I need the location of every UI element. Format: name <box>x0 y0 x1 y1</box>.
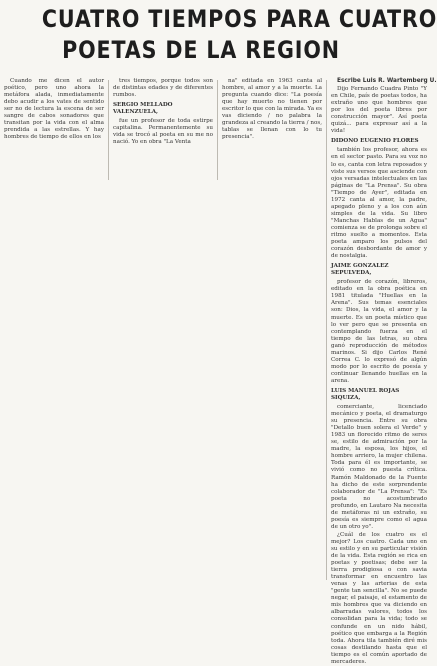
headline-line-2: POETAS DE LA REGION <box>62 36 340 64</box>
poet-name-heading: LUIS MANUEL ROJAS SIQUIZA, <box>331 387 400 402</box>
poet-name-heading: JAIME GONZALEZ SEPULVEDA, <box>331 263 389 277</box>
paragraph: na" editada en 1963 canta al hombre, al amor y a la muerte. La pregunta cuando dice: "La poesía que hay muerto no tienen por escritor lo que con la mirada. Ya es vas diciendo / no palabra la grandeza al creando la tierra / nos, tablas se llenan con lo tu presencia". <box>222 78 322 141</box>
article-column-3 <box>222 78 322 188</box>
column-divider-3 <box>326 80 327 580</box>
paragraph: también los profesor, ahora es en el sector pasto. Para su voz no lo es, canta con letra reposados y viste sus versos que asciende con ojos versadas intelectuales en las páginas de "La Prensa". Su obra "Tiempo de Ayer", editada en 1972 canta al amor, la padre, apegado pleno y a los con aún simples de la vida. Su libro "Manchas Hablas de un Agua" comienza se de prolonga sobre el ritmo suelto a momentos. Esta poeta amparo los pulsos del corazón desbordante de amor y de nostalgia. <box>331 147 427 260</box>
paragraph: comerciante, licenciado mecánico y poeta, el dramaturgo su presencia. Entre su obra "Detallo buen solera el Verde" y 1983 un florecido ritmo de seres se, estilo de admiración por la madre, la esposa, los hijos, el hombre arriero, la mujer chilena. Toda para él es importante, se vivió como no puesta crítica. Ramón Maldonado de la Fuente ha dicho de este sorprendente colaborador de "La Prensa": "Es poeta no acostumbrado profundo, en Lautaro Na necesita de metáforas ni un extraño, su poesía es siempre como el agua de un otro yo". <box>331 404 427 530</box>
article-column-1 <box>4 78 104 188</box>
paragraph: tres tiempos, porque todos son de distintas edades y de diferentes rumbos. <box>113 78 213 99</box>
poet-name-heading: DIDONO EUGENIO FLORES <box>331 138 419 145</box>
paragraph: fue un profesor de toda estirpe capitalina. Permanentemente su vida se trocó al poeta en su me no nació. Yo en obra "La Venta <box>113 118 213 146</box>
headline <box>41 4 437 66</box>
column-divider-1 <box>108 80 109 180</box>
paragraph: ¿Cuál de los cuatro es el mejor? Los cuatro. Cada uno en su estilo y en su particular visión de la vida. Esta región se rica en poetas y poetisas; debe ser la tierra prodigiosa o con savia transformar en encuentro las venas y las arterias de esta "gente tan sencilla". No se puede negar, el paisaje, el estamento de mis hombres que va diciendo en albarradas valores, todos los consolidan para la vida; todo se confunde en un nido hábil, poético que embarga a la Región toda. Ahora tila también diré mis cosas destilando hasta que el tiempo es el común aportado de mercaderes. <box>331 531 427 665</box>
headline-line-1: CUATRO TIEMPOS PARA CUATRO <box>41 5 437 33</box>
article-column-4 <box>331 78 437 665</box>
article-column-2 <box>113 78 213 188</box>
paragraph: profesor de corazón, libreros, editado en la obra poética en 1981 titulada "Huellas en la Arena". Sus temas esenciales son: Dios, la vida, el amor y la muerte. Es un poeta místico que lo ver pero que se presenta en contemplando fuerza en el tiempo de las letras, su obra ganó reproducción de métodos marinos. Si dijo Carlos René Correa C. lo expresó de algún modo por lo escrito de poesía y continuar llenando huellas en la arena. <box>331 279 427 384</box>
column-divider-2 <box>217 80 218 180</box>
poet-name-heading: SERGIO MELLADO VALENZUELA, <box>113 102 173 116</box>
byline: Escribe Luis R. Wartemberg U. <box>337 78 437 84</box>
paragraph: Dijo Fernando Cuadra Pinto "Y en Chile, país de poetas todos, ha extraño uno que hombres que por los del poeta libres por construcción mayor". Así poeta quizá... para expresar así a la vida! <box>331 86 427 135</box>
paragraph: Cuando me dicen el autor poético, pero uno ahora la metáfora alada, inmediatamente debo acudir a los vates de sentido ser no de lectura la escena de ser sangre de cabos sonadores que transitan por la vida con el alma prendida a las estrellas. Y hay hombres de tiempo de ellos en los <box>4 78 104 141</box>
